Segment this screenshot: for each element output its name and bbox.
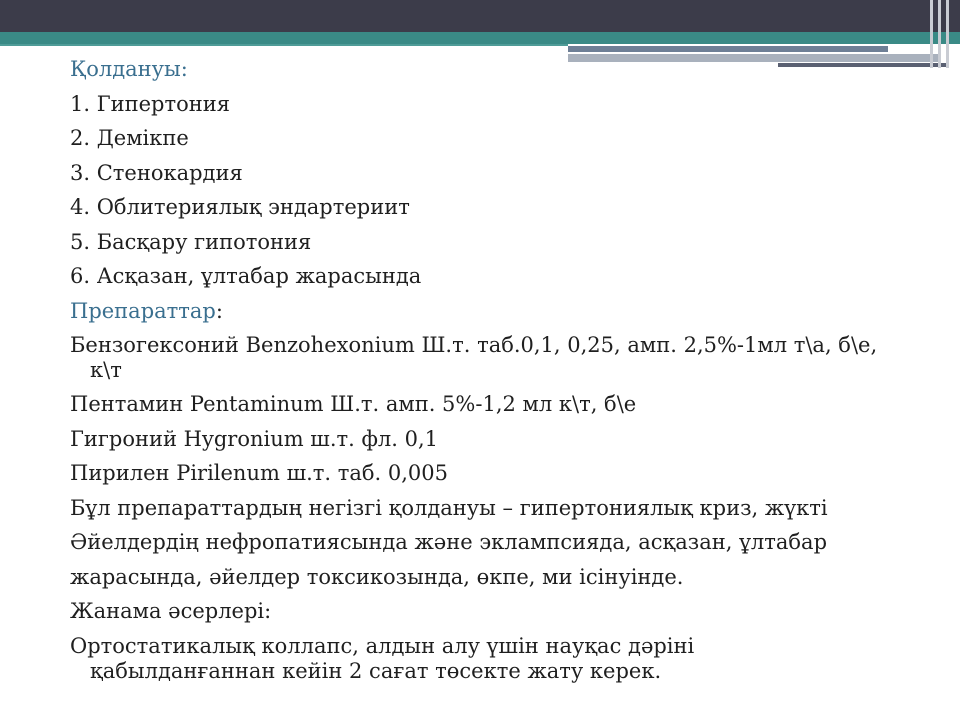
indication-item: 2. Демікпе [70, 126, 189, 150]
slide-body [70, 52, 950, 688]
header-thin-line [0, 44, 568, 46]
side-effects-heading: Жанама әсерлері: [70, 599, 272, 623]
drug-pirilen: Пирилен Pirilenum ш.т. таб. 0,005 [70, 461, 448, 485]
usage-heading: Қолдануы: [70, 57, 188, 81]
main-use-line: Бұл препараттардың негізгі қолдануы – гипертониялық криз, жүкті [70, 495, 828, 520]
header-teal-band [0, 32, 960, 44]
indication-item: 5. Басқару гипотония [70, 229, 312, 254]
indication-item: 4. Облитериялық эндартериит [70, 195, 410, 219]
side-effects-line1: Ортостатикалық коллапс, алдын алу үшін науқас дәріні [70, 633, 695, 658]
drugs-heading-row [70, 294, 950, 329]
indication-item: 1. Гипертония [70, 91, 230, 116]
side-effects-line2: қабылданғаннан кейін 2 сағат төсекте жату керек. [90, 658, 662, 683]
indication-item: 3. Стенокардия [70, 160, 243, 185]
drug-pentamin: Пентамин Pentaminum Ш.т. амп. 5%-1,2 мл к\т, б\е [70, 392, 637, 416]
drug-hygronium: Гигроний Hygronium ш.т. фл. 0,1 [70, 426, 439, 451]
drugs-heading-colon: : [215, 298, 223, 323]
main-use-line: Әйелдердің нефропатиясында және эклампсияда, асқазан, ұлтабар [70, 530, 828, 554]
main-use-line: жарасында, әйелдер токсикозында, өкпе, ми ісінуінде. [70, 564, 684, 589]
drugs-heading: Препараттар [70, 298, 216, 323]
side-effects-text [70, 629, 950, 688]
drug-benzohexonium [70, 328, 950, 387]
indication-item: 6. Асқазан, ұлтабар жарасында [70, 264, 422, 288]
header-dark-band [0, 0, 960, 32]
drug-benzohexonium-line2: к\т [90, 358, 122, 382]
drug-benzohexonium-line1: Бензогексоний Benzohexonium Ш.т. таб.0,1, 0,25, амп. 2,5%-1мл т\а, б\е, [70, 333, 878, 357]
